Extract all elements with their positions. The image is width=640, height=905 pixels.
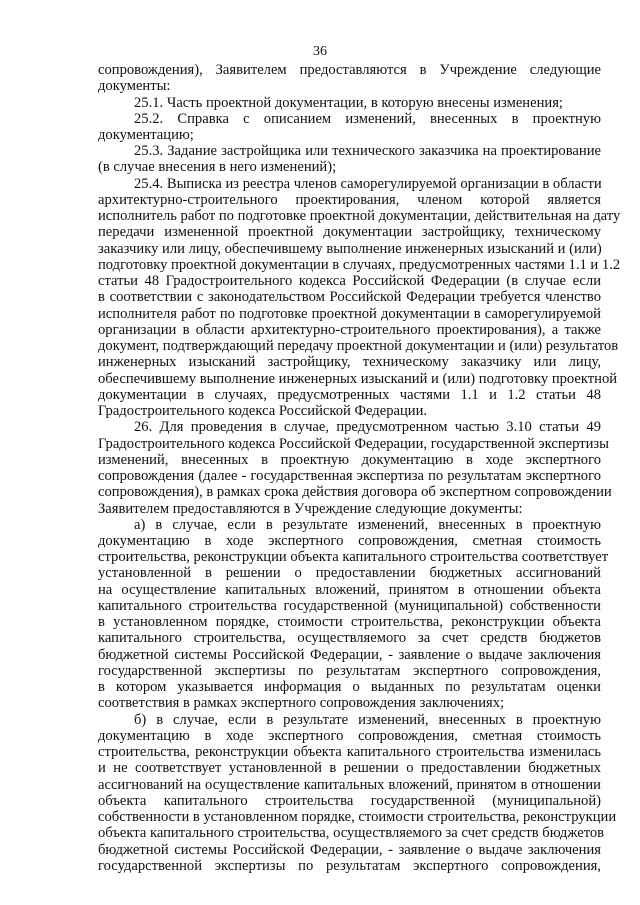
text-line: Градостроительного кодекса Российской Федерации, государственной экспертизы [98,435,609,452]
text-line: ассигнований на осуществление капитальных вложений, принятом в отношении [98,776,601,793]
text-line: 25.4. Выписка из реестра членов саморегулируемой организации в области [134,175,602,192]
text-line: бюджетной системы Российской Федерации, - заявление о выдаче заключения [98,841,601,858]
text-line: установленной в решении о предоставлении бюджетных ассигнований [98,565,601,582]
text-line: сопровождения), Заявителем предоставляются в Учреждение следующие [98,62,601,78]
text-line: обеспечившему выполнение инженерных изысканий и (или) подготовку проектной [98,370,618,387]
text-line: сопровождения (далее - государственная экспертиза по результатам экспертного [98,468,601,484]
text-line: статьи 48 Градостроительного кодекса Российской Федерации (в случае если [98,273,601,290]
text-line: 25.1. Часть проектной документации, в которую внесены изменения; [134,94,563,111]
text-line: исполнителя работ по подготовке проектной документации в саморегулируемой [98,305,601,322]
text-line: документацию; [98,127,194,143]
text-line: Градостроительного кодекса Российской Федерации. [98,403,428,419]
text-line: государственной экспертизы по результатам экспертного сопровождения, [98,857,601,874]
text-line: б) в случае, если в результате изменений, внесенных в проектную [134,711,601,728]
text-line: капитального строительства государственной (муниципальной) собственности [98,597,601,614]
text-line: капитального строительства, осуществляемого за счет средств бюджетов [98,630,601,647]
text-line: инженерных изысканий застройщику, техническому заказчику или лицу, [98,354,601,371]
text-line: изменений, внесенных в проектную документацию в ходе экспертного [98,451,601,468]
text-line: бюджетной системы Российской Федерации, - заявление о выдаче заключения [98,646,601,663]
text-line: собственности в установленном порядке, стоимости строительства, реконструкции [98,809,617,825]
text-line: объекта капитального строительства государственной (муниципальной) [98,792,601,809]
text-line: документ, подтверждающий передачу проектной документации и (или) результатов [98,338,619,355]
text-line: а) в случае, если в результате изменений, внесенных в проектную [134,516,601,533]
text-line: архитектурно-строительного проектирования, членом которой является [98,191,601,208]
text-line: на осуществление капитальных вложений, принятом в отношении объекта [98,581,601,598]
text-line: сопровождения), в рамках срока действия договора об экспертном сопровождении [98,484,612,501]
text-line: 25.3. Задание застройщика или технического заказчика на проектирование [134,143,601,160]
text-line: документацию в ходе экспертного сопровождения, сметная стоимость [98,727,601,744]
text-line: 25.2. Справка с описанием изменений, внесенных в проектную [134,110,601,127]
text-line: документации в случаях, предусмотренных частями 1.1 и 1.2 статьи 48 [98,386,601,403]
text-line: передачи измененной проектной документации застройщику, техническому [98,224,601,241]
page-number: 36 [313,44,327,59]
text-line: подготовку проектной документации в случаях, предусмотренных частями 1.1 и 1.2 [98,256,621,273]
text-line: в установленном порядке, стоимости строительства, реконструкции объекта [98,614,601,631]
text-line: (в случае внесения в него изменений); [98,159,337,176]
text-line: 26. Для проведения в случае, предусмотренном частью 3.10 статьи 49 [134,419,601,436]
text-line: документы: [98,78,171,95]
text-line: соответствия в рамках экспертного сопровождения заключениях; [98,695,505,712]
text-line: государственной экспертизы по результатам экспертного сопровождения, [98,662,601,679]
text-line: и не соответствует установленной в решении о предоставлении бюджетных [98,760,601,777]
text-line: строительства, реконструкции объекта капитального строительства изменилась [98,744,601,761]
text-line: заказчику или лицу, обеспечившему выполнение инженерных изысканий и (или) [98,240,602,257]
text-line: в котором указывается информация о выданных по результатам оценки [98,679,601,696]
text-line: документацию в ходе экспертного сопровождения, сметная стоимость [98,533,601,549]
text-line: в соответствии с законодательством Российской Федерации требуется членство [98,289,601,306]
text-line: организации в области архитектурно-строительного проектирования), а также [98,321,601,338]
text-line: строительства, реконструкции объекта капитального строительства соответствует [98,549,609,566]
text-line: Заявителем предоставляются в Учреждение следующие документы: [98,500,523,517]
text-line: исполнитель работ по подготовке проектной документации, действительная на дату [98,208,621,225]
text-line: объекта капитального строительства, осуществляемого за счет средств бюджетов [98,825,605,842]
